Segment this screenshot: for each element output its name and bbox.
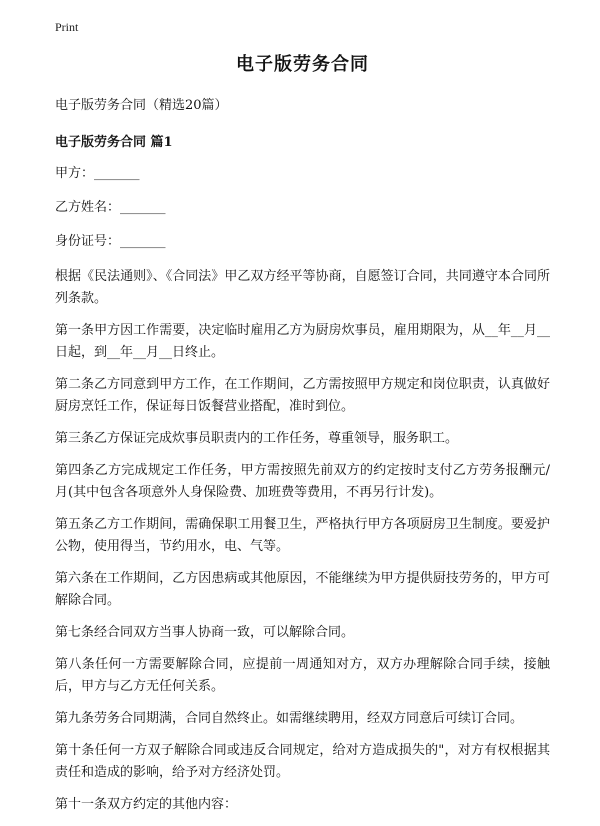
id-number-field: 身份证号：_______ [55, 234, 166, 249]
paragraph-article-8: 第八条任何一方需要解除合同，应提前一周通知对方，双方办理解除合同手续，接触后，甲方与乙方无任何关系。 [55, 657, 550, 694]
party-b-name-field: 乙方姓名：_______ [55, 200, 166, 215]
document-body [55, 50, 550, 826]
paragraph-article-9: 第九条劳务合同期满，合同自然终止。如需继续聘用，经双方同意后可续订合同。 [55, 711, 524, 726]
paragraph-article-4: 第四条乙方完成规定工作任务，甲方需按照先前双方的约定按时支付乙方劳务报酬元/月(其中包含各项意外人身保险费、加班费等费用，不再另行计发)。 [55, 463, 550, 500]
print-label[interactable]: Print [55, 20, 79, 34]
paragraph-article-2: 第二条乙方同意到甲方工作，在工作期间，乙方需按照甲方规定和岗位职责，认真做好厨房烹饪工作，保证每日饭餐营业搭配，准时到位。 [55, 377, 550, 414]
party-a-field: 甲方：_______ [55, 166, 140, 181]
paragraph-article-5: 第五条乙方工作期间，需确保职工用餐卫生，严格执行甲方各项厨房卫生制度。要爱护公物，使用得当，节约用水，电、气等。 [55, 517, 550, 554]
paragraph-article-7: 第七条经合同双方当事人协商一致，可以解除合同。 [55, 625, 355, 640]
paragraph-article-10: 第十条任何一方双子解除合同或违反合同规定，给对方造成损失的"，对方有权根据其责任和造成的影响，给予对方经济处罚。 [55, 743, 550, 780]
paragraph-article-1: 第一条甲方因工作需要，决定临时雇用乙方为厨房炊事员，雇用期限为，从__年__月__日起，到__年__月__日终止。 [55, 323, 550, 360]
paragraph-article-3: 第三条乙方保证完成炊事员职责内的工作任务，尊重领导，服务职工。 [55, 431, 459, 446]
document-title: 电子版劳务合同 [236, 54, 369, 75]
paragraph-preamble: 根据《民法通则》、《合同法》甲乙双方经平等协商，自愿签订合同，共同遵守本合同所列条款。 [55, 269, 550, 306]
document-subtitle: 电子版劳务合同（精选20篇） [55, 98, 228, 113]
paragraph-article-11: 第十一条双方约定的其他内容： [55, 797, 238, 812]
paragraph-article-6: 第六条在工作期间，乙方因患病或其他原因，不能继续为甲方提供厨技劳务的，甲方可解除合同。 [55, 571, 550, 608]
section-heading: 电子版劳务合同 篇1 [55, 135, 173, 150]
